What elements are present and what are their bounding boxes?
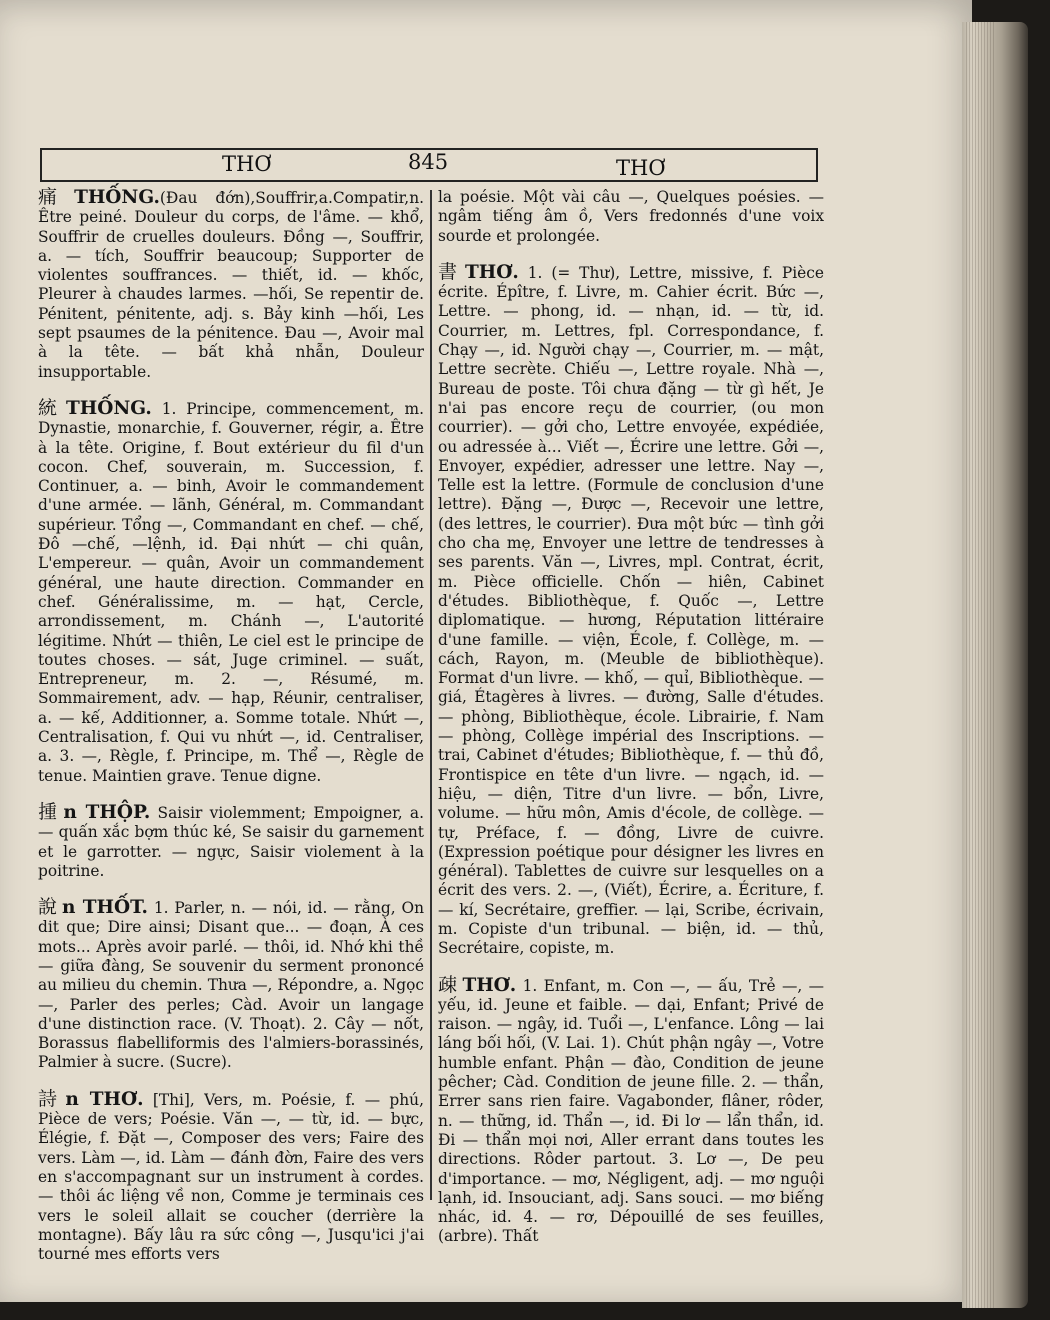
entry-headword: n THỘP. [63, 801, 151, 823]
dictionary-entry [38, 188, 424, 382]
entry-body: (Đau đớn),Souffrir,a.Compatir,n. Être peiné. Douleur du corps, de l'âme. — khổ, Souffrir de cruelles douleurs. Đồng —, Souffrir, a. — tích, Souffrir beaucoup; Supporter de violentes souffrances. — thiết, id. — khốc, Pleurer à chaudes larmes. —hối, Se repentir de. Pénitent, pénitente, adj. s. Bảy kinh —hối, Les sept psaumes de la pénitence. Đau —, Avoir mal à la tête. — bất khả nhẫn, Douleur insupportable. [38, 189, 424, 381]
dictionary-entry [438, 260, 824, 959]
running-header [40, 148, 818, 182]
header-left-word: THƠ [222, 152, 272, 176]
entry-headword: n THƠ. [65, 1088, 144, 1110]
han-character: 統 [38, 396, 62, 419]
entry-body: la poésie. Một vài câu —, Quelques poésies. — ngâm tiếng âm ồ, Vers fredonnés d'une voix sourde et prolongée. [438, 188, 824, 245]
dictionary-entry [438, 973, 824, 1247]
han-character: 說 [38, 896, 58, 919]
column-divider [430, 190, 432, 1200]
entry-body: 1. (= Thư), Lettre, missive, f. Pièce écrite. Épître, f. Livre, m. Cahier écrit. Bức —, Lettre. — phong, id. — nhạn, id. — từ, id. Courrier, m. Lettres, fpl. Correspondance, f. Chạy —, id. Người chạy —, Courrier, m. — mật, Lettre secrète. Chiếu —, Lettre royale. Nhà —, Bureau de poste. Tôi chưa đặng — từ gì hết, Je n'ai pas encore reçu de courrier, (ou mon courrier). — gởi cho, Lettre envoyée, expédiée, ou adressée à... Viết —, Écrire une lettre. Gởi —, Envoyer, expédier, adresser une lettre. Nay —, Telle est la lettre. (Formule de conclusion d'une lettre). Đặng —, Được —, Recevoir une lettre, (des lettres, le courrier). Đưa một bức — tình gởi cho cha mẹ, Envoyer une lettre de tendresses à ses parents. Văn —, Livres, mpl. Contrat, écrit, m. Pièce officielle. Chốn — hiên, Cabinet d'études. Bibliothèque, f. Quốc —, Lettre diplomatique. — hương, Réputation littéraire d'une famille. — viện, École, f. Collège, m. — cách, Rayon, m. (Meuble de bibliothèque). Format d'un livre. — khố, — quỉ, Bibliothèque. — giá, Étagères à livres. — đường, Salle d'études. — phòng, Bibliothèque, école. Librairie, f. Nam — phòng, Collège impérial des Inscriptions. — trai, Cabinet d'études; Bibliothèque, f. — thủ đồ, Frontispice en tête d'un livre. — ngạch, id. — hiệu, — diện, Titre d'un livre. — bổn, Livre, volume. — hữu môn, Amis d'école, de collège. — tự, Préface, f. — đồng, Livre de cuivre. (Expression poétique pour désigner les livres en général). Tablettes de cuivre sur lesquelles on a écrit des vers. 2. —, (Viết), Écrire, a. Écriture, f. — kí, Secrétaire, greffier. — lại, Scribe, écrivain, m. Copiste d'un tribunal. — biện, id. — thủ, Secrétaire, copiste, m. [438, 263, 824, 958]
left-column [38, 188, 424, 1264]
header-right-word: THƠ [616, 156, 666, 180]
right-column [438, 188, 824, 1247]
han-character: 疎 [438, 973, 459, 996]
entry-body: [Thi], Vers, m. Poésie, f. — phú, Pièce de vers; Poésie. Văn —, — từ, id. — bực, Élégie, f. Đặt —, Composer des vers; Faire des vers. Làm —, id. Làm — đánh đờn, Faire des vers en s'accompagnant sur un instrument à cordes. — thôi ác liệng về non, Comme je terminais ces vers le soleil allait se coucher (derrière la montagne). Bấy lâu ra sức công —, Jusqu'ici j'ai tourné mes efforts vers [38, 1090, 424, 1264]
han-character: 書 [438, 260, 462, 283]
entry-body: 1. Parler, n. — nói, id. — rằng, On dit que; Dire ainsi; Disant que... — đoạn, À ces mots... Après avoir parlé. — thôi, id. Nhớ khi thề — giữa đàng, Se souvenir du serment prononcé au milieu du chemin. Thưa —, Répondre, a. Ngọc —, Parler des perles; Càd. Avoir un langage d'une distinction race. (V. Thoạt). 2. Cây — nốt, Borassus flabelliformis des l'almiers-borassinés, Palmier à sucre. (Sucre). [38, 899, 424, 1072]
dictionary-entry [38, 800, 424, 881]
han-character: 詩 [38, 1087, 62, 1110]
entry-headword: THƠ. [462, 974, 517, 996]
dictionary-entry [38, 898, 424, 1073]
page-number: 845 [408, 150, 449, 174]
entry-headword: THỐNG. [65, 397, 152, 419]
dictionary-entry [38, 1087, 424, 1265]
entry-body: 1. Principe, commencement, m. Dynastie, monarchie, f. Gouverner, régir, a. Être à la tête. Origine, f. Bout extérieur du fil d'un cocon. Chef, souverain, m. Succession, f. Continuer, a. — binh, Avoir le commandement d'une armée. — lãnh, Général, m. Commandant supérieur. Tổng —, Commandant en chef. — chế, Đô —chế, —lệnh, id. Đại nhứt — chi quân, L'empereur. — quân, Avoir un commandement général, une haute direction. Commander en chef. Généralissime, m. — hạt, Cercle, arrondissement, m. Chánh —, L'autorité légitime. Nhứt — thiên, Le ciel est le principe de toutes choses. — sát, Juge criminel. — suất, Entrepreneur, m. 2. —, Résumé, m. Sommairement, adv. — hạp, Réunir, centraliser, a. — kế, Additionner, a. Somme totale. Nhứt —, Centralisation, f. Qui vu nhứt —, id. Centraliser, a. 3. —, Règle, f. Principe, m. Thể —, Règle de tenue. Maintien grave. Tenue digne. [38, 399, 424, 785]
han-character: 痛 [38, 186, 71, 208]
entry-headword: n THỐT. [61, 897, 148, 919]
entry-body: 1. Enfant, m. Con —, — ấu, Trẻ —, — yếu, id. Jeune et faible. — dại, Enfant; Privé de raison. — ngây, id. Tuổi —, L'enfance. Lông — lai láng bối hối, (V. Lai. 1). Chút phận ngây —, Votre humble enfant. Phận — đào, Condition de jeune pêcher; Càd. Condition de jeune fille. 2. — thẩn, Errer sans rien faire. Vagabonder, flâner, rôder, n. — thững, id. Thẩn —, id. Đi lơ — lẩn thẩn, id. Đi — thẩn mọi nơi, Aller errant dans toutes les directions. Rôder partout. 3. Lơ —, De peu d'importance. — mơ, Négligent, adj. — mơ nguội lạnh, id. Insouciant, adj. Sans souci. — mơ biếng nhác, id. 4. — rơ, Dépouillé de ses feuilles, (arbre). Thất [438, 976, 824, 1246]
dictionary-entry-continued [438, 188, 824, 246]
book-page-edges [962, 22, 1028, 1308]
entry-body: Saisir violemment; Empoigner, a. — quấn xắc bợm thúc ké, Se saisir du garnement et le garrotter. — ngực, Saisir violement à la poitrine. [38, 803, 424, 880]
entry-headword: THƠ. [465, 261, 519, 283]
entry-headword: THỐNG. [74, 187, 160, 208]
dictionary-entry [38, 396, 424, 786]
han-character: 揰 [38, 800, 60, 823]
